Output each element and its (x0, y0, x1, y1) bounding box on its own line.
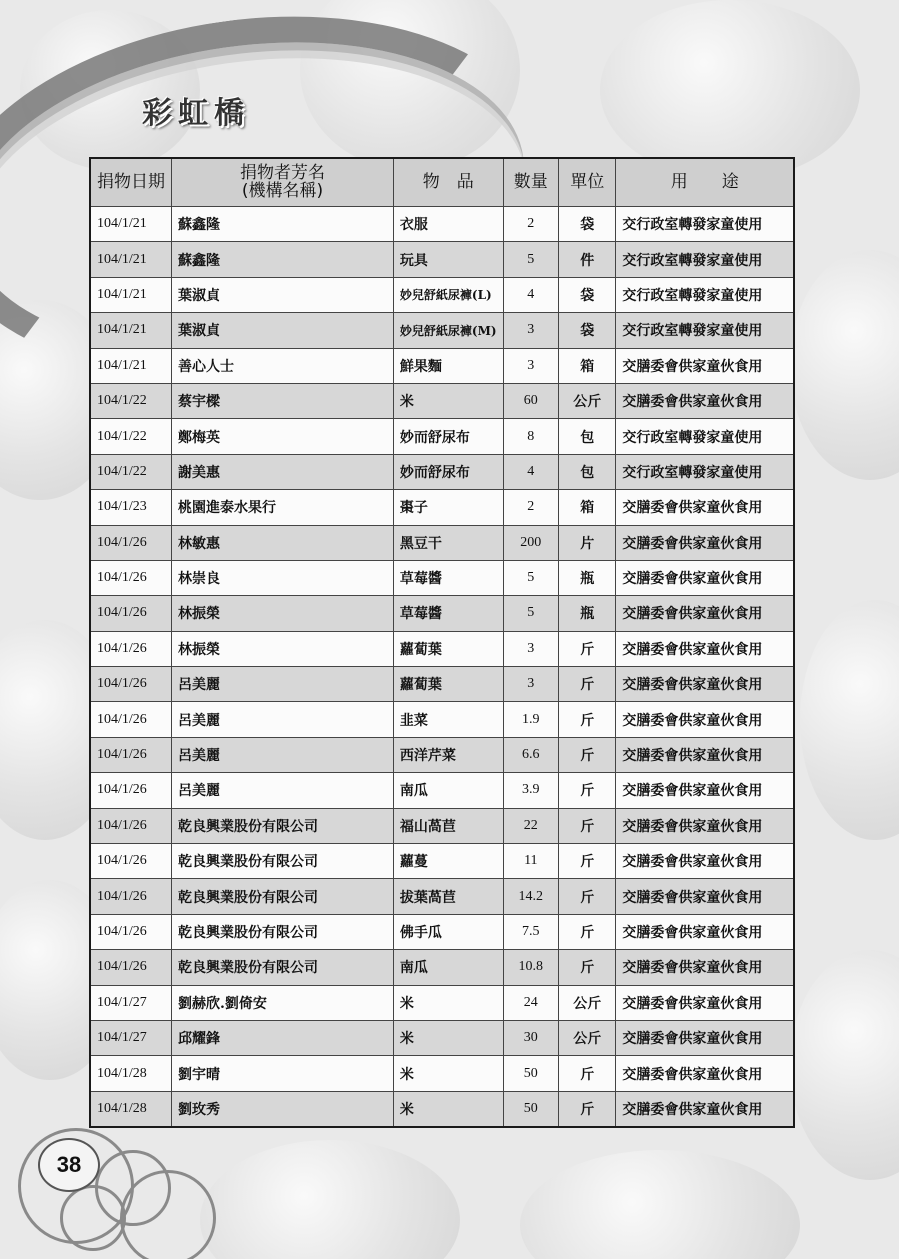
cell-item: 南瓜 (393, 773, 503, 808)
cell-item: 蘿蔔葉 (393, 631, 503, 666)
cell-date: 104/1/21 (90, 348, 172, 383)
cell-item: 韭菜 (393, 702, 503, 737)
cell-use: 交膳委會供家童伙食用 (616, 879, 794, 914)
cell-use: 交行政室轉發家童使用 (616, 419, 794, 454)
cell-donor: 呂美麗 (172, 667, 394, 702)
cell-item: 蘿蔔葉 (393, 667, 503, 702)
cell-use: 交膳委會供家童伙食用 (616, 596, 794, 631)
cell-qty: 2 (503, 207, 558, 242)
cell-use: 交膳委會供家童伙食用 (616, 525, 794, 560)
cell-date: 104/1/26 (90, 596, 172, 631)
cell-item: 妙而舒尿布 (393, 454, 503, 489)
cell-qty: 22 (503, 808, 558, 843)
cell-donor: 林振榮 (172, 596, 394, 631)
cell-use: 交膳委會供家童伙食用 (616, 490, 794, 525)
cell-date: 104/1/22 (90, 454, 172, 489)
cell-use: 交膳委會供家童伙食用 (616, 1056, 794, 1091)
circle-decoration (60, 1185, 126, 1251)
cell-unit: 斤 (559, 667, 616, 702)
cell-unit: 斤 (559, 773, 616, 808)
cell-unit: 瓶 (559, 560, 616, 595)
cell-unit: 斤 (559, 702, 616, 737)
table-row (90, 242, 794, 277)
cell-item: 棗子 (393, 490, 503, 525)
cell-use: 交行政室轉發家童使用 (616, 454, 794, 489)
cell-qty: 5 (503, 596, 558, 631)
cell-item: 米 (393, 1056, 503, 1091)
table-row (90, 808, 794, 843)
cell-date: 104/1/26 (90, 914, 172, 949)
cell-donor: 林振榮 (172, 631, 394, 666)
cell-donor: 善心人士 (172, 348, 394, 383)
cell-qty: 30 (503, 1020, 558, 1055)
cell-use: 交膳委會供家童伙食用 (616, 560, 794, 595)
table-row (90, 277, 794, 312)
cell-date: 104/1/26 (90, 879, 172, 914)
cell-date: 104/1/26 (90, 737, 172, 772)
cell-qty: 50 (503, 1091, 558, 1127)
cell-unit: 公斤 (559, 383, 616, 418)
page-title: 彩虹橋 (142, 96, 250, 131)
cell-date: 104/1/22 (90, 383, 172, 418)
cell-date: 104/1/27 (90, 985, 172, 1020)
table-row (90, 348, 794, 383)
cell-donor: 林敏惠 (172, 525, 394, 560)
cell-date: 104/1/22 (90, 419, 172, 454)
cell-item: 鮮果麵 (393, 348, 503, 383)
cell-use: 交行政室轉發家童使用 (616, 277, 794, 312)
cell-use: 交膳委會供家童伙食用 (616, 985, 794, 1020)
cell-item: 西洋芹菜 (393, 737, 503, 772)
cell-date: 104/1/27 (90, 1020, 172, 1055)
column-header-unit: 單位 (559, 158, 616, 207)
cell-qty: 10.8 (503, 950, 558, 985)
cell-unit: 瓶 (559, 596, 616, 631)
cell-use: 交膳委會供家童伙食用 (616, 667, 794, 702)
cell-date: 104/1/26 (90, 844, 172, 879)
cell-date: 104/1/26 (90, 525, 172, 560)
cell-item: 玩具 (393, 242, 503, 277)
cell-unit: 斤 (559, 950, 616, 985)
cell-qty: 11 (503, 844, 558, 879)
page-number: 38 (38, 1138, 100, 1192)
cell-use: 交行政室轉發家童使用 (616, 242, 794, 277)
cell-unit: 斤 (559, 1056, 616, 1091)
cell-date: 104/1/21 (90, 242, 172, 277)
cell-donor: 葉淑貞 (172, 277, 394, 312)
table-row (90, 1056, 794, 1091)
cell-item: 草莓醬 (393, 560, 503, 595)
cell-unit: 袋 (559, 207, 616, 242)
cell-donor: 呂美麗 (172, 737, 394, 772)
table-row (90, 419, 794, 454)
cell-unit: 斤 (559, 631, 616, 666)
cell-qty: 3 (503, 667, 558, 702)
cell-date: 104/1/28 (90, 1056, 172, 1091)
cell-item: 拔葉萵苣 (393, 879, 503, 914)
cell-donor: 乾良興業股份有限公司 (172, 879, 394, 914)
table-row (90, 950, 794, 985)
column-header-donor-line2: (機構名稱) (241, 180, 324, 201)
cell-use: 交膳委會供家童伙食用 (616, 737, 794, 772)
cell-donor: 蘇鑫隆 (172, 207, 394, 242)
cell-donor: 劉赫欣.劉倚安 (172, 985, 394, 1020)
cell-qty: 3 (503, 313, 558, 348)
background-bubble (200, 1140, 460, 1259)
cell-donor: 呂美麗 (172, 773, 394, 808)
cell-item: 米 (393, 383, 503, 418)
column-header-qty: 數量 (503, 158, 558, 207)
cell-unit: 公斤 (559, 1020, 616, 1055)
cell-item: 米 (393, 985, 503, 1020)
cell-qty: 50 (503, 1056, 558, 1091)
circle-decoration (120, 1170, 216, 1259)
cell-unit: 斤 (559, 808, 616, 843)
cell-unit: 袋 (559, 313, 616, 348)
cell-qty: 8 (503, 419, 558, 454)
cell-unit: 斤 (559, 1091, 616, 1127)
cell-unit: 斤 (559, 844, 616, 879)
table-row (90, 1020, 794, 1055)
table-row (90, 844, 794, 879)
cell-date: 104/1/26 (90, 773, 172, 808)
cell-item: 佛手瓜 (393, 914, 503, 949)
cell-qty: 200 (503, 525, 558, 560)
table-row (90, 773, 794, 808)
cell-item: 黑豆干 (393, 525, 503, 560)
cell-unit: 件 (559, 242, 616, 277)
cell-unit: 公斤 (559, 985, 616, 1020)
cell-qty: 2 (503, 490, 558, 525)
cell-item: 蘿蔓 (393, 844, 503, 879)
cell-date: 104/1/23 (90, 490, 172, 525)
cell-item: 妙兒舒紙尿褲(M) (393, 313, 503, 348)
cell-use: 交膳委會供家童伙食用 (616, 844, 794, 879)
cell-donor: 林崇良 (172, 560, 394, 595)
cell-unit: 箱 (559, 490, 616, 525)
cell-donor: 謝美惠 (172, 454, 394, 489)
cell-qty: 4 (503, 277, 558, 312)
cell-qty: 7.5 (503, 914, 558, 949)
cell-qty: 3 (503, 348, 558, 383)
cell-donor: 乾良興業股份有限公司 (172, 950, 394, 985)
donation-table (89, 157, 795, 1128)
cell-donor: 劉宇晴 (172, 1056, 394, 1091)
cell-date: 104/1/28 (90, 1091, 172, 1127)
background-bubble (600, 0, 860, 180)
background-bubble (520, 1150, 800, 1259)
table-row (90, 667, 794, 702)
cell-unit: 斤 (559, 737, 616, 772)
cell-use: 交膳委會供家童伙食用 (616, 348, 794, 383)
cell-unit: 片 (559, 525, 616, 560)
cell-qty: 60 (503, 383, 558, 418)
table-row (90, 985, 794, 1020)
table-row (90, 560, 794, 595)
table-row (90, 207, 794, 242)
background-bubble (800, 600, 899, 840)
cell-item: 草莓醬 (393, 596, 503, 631)
cell-use: 交行政室轉發家童使用 (616, 313, 794, 348)
cell-donor: 呂美麗 (172, 702, 394, 737)
cell-date: 104/1/26 (90, 631, 172, 666)
cell-unit: 箱 (559, 348, 616, 383)
cell-unit: 袋 (559, 277, 616, 312)
cell-item: 米 (393, 1091, 503, 1127)
table-row (90, 702, 794, 737)
table-row (90, 383, 794, 418)
column-header-use: 用 途 (616, 158, 794, 207)
cell-date: 104/1/21 (90, 207, 172, 242)
cell-item: 妙而舒尿布 (393, 419, 503, 454)
cell-use: 交膳委會供家童伙食用 (616, 1091, 794, 1127)
cell-date: 104/1/26 (90, 560, 172, 595)
cell-item: 衣服 (393, 207, 503, 242)
cell-date: 104/1/26 (90, 702, 172, 737)
table-row (90, 914, 794, 949)
cell-use: 交行政室轉發家童使用 (616, 207, 794, 242)
cell-qty: 5 (503, 560, 558, 595)
cell-use: 交膳委會供家童伙食用 (616, 383, 794, 418)
cell-use: 交膳委會供家童伙食用 (616, 950, 794, 985)
cell-date: 104/1/21 (90, 277, 172, 312)
cell-donor: 乾良興業股份有限公司 (172, 914, 394, 949)
cell-qty: 4 (503, 454, 558, 489)
cell-date: 104/1/26 (90, 667, 172, 702)
cell-qty: 3 (503, 631, 558, 666)
cell-donor: 劉玫秀 (172, 1091, 394, 1127)
cell-qty: 1.9 (503, 702, 558, 737)
cell-item: 福山萵苣 (393, 808, 503, 843)
cell-donor: 蔡宇樑 (172, 383, 394, 418)
cell-donor: 乾良興業股份有限公司 (172, 808, 394, 843)
column-header-donor-line1: 捐物者芳名 (239, 162, 325, 183)
cell-donor: 乾良興業股份有限公司 (172, 844, 394, 879)
cell-qty: 5 (503, 242, 558, 277)
cell-item: 米 (393, 1020, 503, 1055)
table-header-row (90, 158, 794, 207)
cell-use: 交膳委會供家童伙食用 (616, 808, 794, 843)
cell-unit: 包 (559, 454, 616, 489)
cell-unit: 斤 (559, 914, 616, 949)
cell-donor: 邱耀鋒 (172, 1020, 394, 1055)
background-bubble (790, 950, 899, 1180)
cell-use: 交膳委會供家童伙食用 (616, 773, 794, 808)
cell-unit: 包 (559, 419, 616, 454)
cell-date: 104/1/26 (90, 950, 172, 985)
cell-item: 南瓜 (393, 950, 503, 985)
table-row (90, 1091, 794, 1127)
table-row (90, 454, 794, 489)
cell-date: 104/1/26 (90, 808, 172, 843)
cell-donor: 蘇鑫隆 (172, 242, 394, 277)
cell-unit: 斤 (559, 879, 616, 914)
cell-date: 104/1/21 (90, 313, 172, 348)
table-row (90, 596, 794, 631)
table-row (90, 490, 794, 525)
cell-qty: 6.6 (503, 737, 558, 772)
cell-donor: 鄭梅英 (172, 419, 394, 454)
cell-qty: 3.9 (503, 773, 558, 808)
cell-donor: 葉淑貞 (172, 313, 394, 348)
column-header-item: 物 品 (393, 158, 503, 207)
background-bubble (790, 250, 899, 480)
table-row (90, 879, 794, 914)
column-header-date: 捐物日期 (90, 158, 172, 207)
table-row (90, 631, 794, 666)
cell-use: 交膳委會供家童伙食用 (616, 914, 794, 949)
table-row (90, 313, 794, 348)
cell-use: 交膳委會供家童伙食用 (616, 702, 794, 737)
table-row (90, 525, 794, 560)
cell-qty: 14.2 (503, 879, 558, 914)
cell-donor: 桃園進泰水果行 (172, 490, 394, 525)
cell-item: 妙兒舒紙尿褲(L) (393, 277, 503, 312)
table-row (90, 737, 794, 772)
cell-qty: 24 (503, 985, 558, 1020)
cell-use: 交膳委會供家童伙食用 (616, 1020, 794, 1055)
cell-use: 交膳委會供家童伙食用 (616, 631, 794, 666)
column-header-donor (172, 158, 394, 207)
